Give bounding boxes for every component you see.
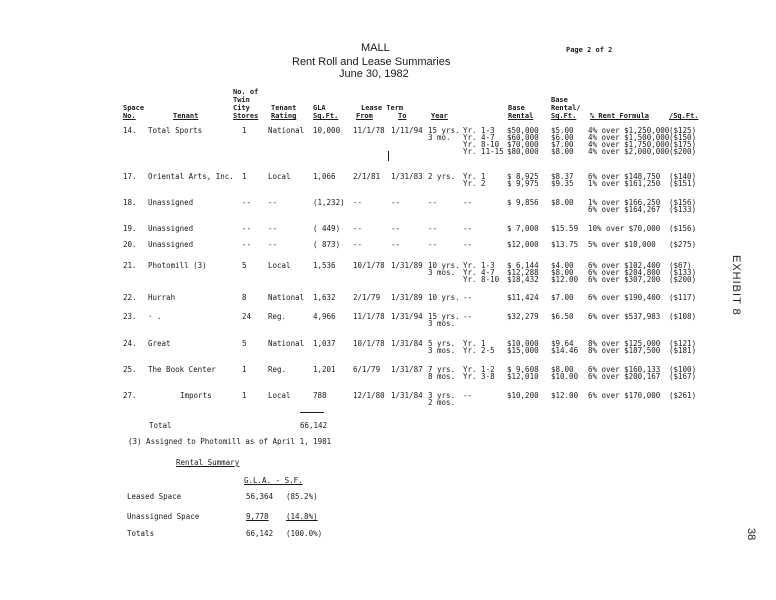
cell-tenant: Unassigned bbox=[148, 224, 194, 233]
col-year: Year bbox=[431, 112, 448, 120]
cell-rating: -- bbox=[268, 240, 278, 249]
cell-term: 10 yrs. 3 mos. bbox=[428, 261, 460, 277]
cell-gla: 788 bbox=[313, 391, 327, 400]
cell-year: -- bbox=[463, 224, 473, 233]
cell-stores: 5 bbox=[242, 339, 247, 348]
cell-rental: $ 9,856 bbox=[507, 198, 539, 207]
summary-label: Leased Space bbox=[127, 492, 182, 501]
cell-space: 20. bbox=[123, 240, 137, 249]
cell-space: 23. bbox=[123, 312, 137, 321]
cell-formula: 6% over $148,750 1% over $161,250 bbox=[588, 172, 661, 188]
cell-formula: 6% over $102,400 6% over $204,800 6% over $307,200 bbox=[588, 261, 661, 284]
cell-stores: 1 bbox=[242, 172, 247, 181]
page-indicator: Page 2 of 2 bbox=[566, 46, 613, 54]
col-rent-formula: % Rent Formula bbox=[590, 112, 650, 120]
summary-sf: 56,364 bbox=[246, 492, 274, 501]
cell-year: Yr. 1 Yr. 2 bbox=[463, 172, 486, 188]
cell-stores: -- bbox=[242, 198, 252, 207]
cell-space: 21. bbox=[123, 261, 137, 270]
cell-rsf: $4.00 $8.00 $12.00 bbox=[551, 261, 579, 284]
total-label: Total bbox=[149, 421, 172, 430]
cell-term: 7 yrs. 8 mos. bbox=[428, 365, 456, 381]
cell-rental: $32,279 bbox=[507, 312, 539, 321]
cell-to: 1/31/84 bbox=[391, 391, 423, 400]
cell-stores: 5 bbox=[242, 261, 247, 270]
cell-formula: 5% over $1̈0,000 bbox=[588, 240, 656, 249]
cell-psf: ($261) bbox=[669, 391, 697, 400]
summary-title: Rental Summary bbox=[176, 458, 240, 467]
cell-rating: Reg. bbox=[268, 312, 287, 321]
cell-to: 1/11/94 bbox=[391, 126, 423, 135]
cell-gla: ( 873) bbox=[313, 240, 341, 249]
cell-year: -- bbox=[463, 391, 473, 400]
col-from: From bbox=[356, 112, 373, 120]
cell-psf: ($156) ($133) bbox=[669, 198, 697, 214]
cell-space: 18. bbox=[123, 198, 137, 207]
cell-tenant: The Book Center bbox=[148, 365, 216, 374]
footnote: (3) Assigned to Photomill as of April 1, 1981 bbox=[128, 437, 332, 446]
cell-to: -- bbox=[391, 224, 401, 233]
cell-psf: ($108) bbox=[669, 312, 697, 321]
cell-rental: $ 6,144 $12,288 $18,432 bbox=[507, 261, 539, 284]
cell-gla: 10,000 bbox=[313, 126, 341, 135]
col-lease-term: Lease Term bbox=[361, 104, 404, 112]
cell-rating: National bbox=[268, 126, 305, 135]
cell-from: 10/1/78 bbox=[353, 339, 385, 348]
col-tenant-rating: Tenant Rating bbox=[271, 104, 297, 120]
cell-to: 1/31/89 bbox=[391, 293, 423, 302]
cell-stores: 8 bbox=[242, 293, 247, 302]
cell-term: 2 yrs. bbox=[428, 172, 456, 181]
cell-rsf: $7.00 bbox=[551, 293, 574, 302]
cell-tenant: Hurrah bbox=[148, 293, 176, 302]
cell-rental: $ 9,608 $12,010 bbox=[507, 365, 539, 381]
col-per-sqft: /Sq.Ft. bbox=[669, 112, 699, 120]
cell-psf: ($121) ($181) bbox=[669, 339, 697, 355]
cell-rsf: $9.64 $14.46 bbox=[551, 339, 579, 355]
cell-rsf: $8.00 $10.00 bbox=[551, 365, 579, 381]
cell-from: -- bbox=[353, 198, 363, 207]
cell-rental: $ 8,925 $ 9,975 bbox=[507, 172, 539, 188]
summary-pct: (85.2%) bbox=[286, 492, 318, 501]
cell-gla: 1,201 bbox=[313, 365, 336, 374]
cell-formula: 6% over $190,400 bbox=[588, 293, 661, 302]
cell-year: -- bbox=[463, 293, 473, 302]
cell-from: 2/1/81 bbox=[353, 172, 381, 181]
cell-year: Yr. 1-3 Yr. 4-7 Yr. 8-10 Yr. 11-15 bbox=[463, 126, 504, 156]
cell-from: 12/1/80 bbox=[353, 391, 385, 400]
document-date: June 30, 1982 bbox=[339, 68, 409, 80]
total-line bbox=[300, 412, 324, 413]
cell-space: 27. bbox=[123, 391, 137, 400]
cell-to: 1/31/84 bbox=[391, 339, 423, 348]
cell-rsf: $8.00 bbox=[551, 198, 574, 207]
cell-gla: 1,632 bbox=[313, 293, 336, 302]
cell-to: -- bbox=[391, 198, 401, 207]
cell-rating: National bbox=[268, 293, 305, 302]
cell-gla: 1,536 bbox=[313, 261, 336, 270]
cell-from: 11/1/78 bbox=[353, 312, 385, 321]
cell-stores: 1 bbox=[242, 391, 247, 400]
cell-term: -- bbox=[428, 224, 438, 233]
cell-gla: 1,066 bbox=[313, 172, 336, 181]
cell-rsf: $13.75 bbox=[551, 240, 579, 249]
cell-rsf: $15.59 bbox=[551, 224, 579, 233]
cell-from: 6/1/79 bbox=[353, 365, 381, 374]
cell-to: 1/31/89 bbox=[391, 261, 423, 270]
cell-term: -- bbox=[428, 198, 438, 207]
cell-to: 1/31/94 bbox=[391, 312, 423, 321]
cell-formula: 6% over $160,133 6% over $200,167 bbox=[588, 365, 661, 381]
total-gla: 66,142 bbox=[300, 421, 328, 430]
cell-stores: -- bbox=[242, 224, 252, 233]
cell-from: -- bbox=[353, 240, 363, 249]
summary-sf: 66,142 bbox=[246, 529, 274, 538]
cell-gla: 1,037 bbox=[313, 339, 336, 348]
cell-psf: ($140) ($151) bbox=[669, 172, 697, 188]
cell-year: -- bbox=[463, 312, 473, 321]
cell-to: 1/31/87 bbox=[391, 365, 423, 374]
cell-rsf: $6.50 bbox=[551, 312, 574, 321]
summary-label: Totals bbox=[127, 529, 155, 538]
cell-rating: -- bbox=[268, 198, 278, 207]
cell-rating: Local bbox=[268, 261, 291, 270]
cell-year: Yr. 1-3 Yr. 4-7 Yr. 8-10 bbox=[463, 261, 500, 284]
cell-term: 5 yrs. 3 mos. bbox=[428, 339, 456, 355]
cell-tenant: Photomill (3) bbox=[148, 261, 207, 270]
cell-stores: -- bbox=[242, 240, 252, 249]
cell-term: 10 yrs. bbox=[428, 293, 460, 302]
cell-stores: 1 bbox=[242, 365, 247, 374]
summary-sf: 9,778 bbox=[246, 512, 269, 521]
cell-term: 3 yrs. 2 mos. bbox=[428, 391, 456, 407]
cell-psf: ($67) ($133) ($200) bbox=[669, 261, 697, 284]
summary-pct: (100.0%) bbox=[286, 529, 323, 538]
cell-space: 25. bbox=[123, 365, 137, 374]
col-twin-city-stores: No. of Twin City Stores bbox=[233, 88, 259, 120]
pen-mark bbox=[388, 151, 389, 161]
cell-rental: $10,200 bbox=[507, 391, 539, 400]
cell-tenant: Total Sports bbox=[148, 126, 203, 135]
cell-from: 2/1/79 bbox=[353, 293, 381, 302]
cell-year: Yr. 1-2 Yr. 3-8 bbox=[463, 365, 495, 381]
cell-to: -- bbox=[391, 240, 401, 249]
cell-space: 17. bbox=[123, 172, 137, 181]
cell-year: Yr. 1 Yr. 2-5 bbox=[463, 339, 495, 355]
page-number: 38 bbox=[745, 528, 757, 541]
col-base-rental-sqft: Base Rental/ Sq.Ft. bbox=[551, 96, 581, 120]
cell-formula: 6% over $170,000 bbox=[588, 391, 661, 400]
cell-formula: 6% over $537,983 bbox=[588, 312, 661, 321]
cell-from: 10/1/78 bbox=[353, 261, 385, 270]
summary-pct: (14.8%) bbox=[286, 512, 318, 521]
exhibit-label: EXHIBIT 8 bbox=[730, 255, 742, 316]
document-title: MALL bbox=[361, 42, 390, 54]
col-base-rental: Base Rental bbox=[508, 104, 534, 120]
col-gla: GLA Sq.Ft. bbox=[313, 104, 339, 120]
cell-gla: 4,966 bbox=[313, 312, 336, 321]
cell-space: 19. bbox=[123, 224, 137, 233]
col-to: To bbox=[398, 112, 407, 120]
cell-formula: 10% over $70,000 bbox=[588, 224, 661, 233]
cell-from: -- bbox=[353, 224, 363, 233]
cell-space: 14. bbox=[123, 126, 137, 135]
cell-rating: Reg. bbox=[268, 365, 287, 374]
cell-to: 1/31/83 bbox=[391, 172, 423, 181]
cell-rating: National bbox=[268, 339, 305, 348]
cell-term: 15 yrs. 3 mo. bbox=[428, 126, 460, 142]
cell-psf: ($125) ($150) ($175) ($200) bbox=[669, 126, 697, 156]
summary-label: Unassigned Space bbox=[127, 512, 200, 521]
cell-tenant: Unassigned bbox=[148, 240, 194, 249]
col-space-no: Space No. bbox=[123, 104, 145, 120]
cell-space: 22. bbox=[123, 293, 137, 302]
cell-year: -- bbox=[463, 240, 473, 249]
cell-rating: Local bbox=[268, 172, 291, 181]
cell-tenant: Unassigned bbox=[148, 198, 194, 207]
cell-tenant: Oriental Arts, Inc. bbox=[148, 172, 234, 181]
cell-space: 24. bbox=[123, 339, 137, 348]
cell-tenant: Great bbox=[148, 339, 171, 348]
cell-rsf: $5.00 $6.00 $7.00 $8.00 bbox=[551, 126, 574, 156]
cell-stores: 1 bbox=[242, 126, 247, 135]
col-tenant: Tenant bbox=[173, 112, 199, 120]
cell-rsf: $8.37 $9.35 bbox=[551, 172, 574, 188]
cell-tenant: Imports bbox=[180, 391, 212, 400]
cell-tenant: · . bbox=[148, 312, 162, 321]
cell-year: -- bbox=[463, 198, 473, 207]
cell-gla: ( 449) bbox=[313, 224, 341, 233]
cell-formula: 8% over $125,000 8% over $187,500 bbox=[588, 339, 661, 355]
cell-rating: Local bbox=[268, 391, 291, 400]
cell-gla: (1,232) bbox=[313, 198, 345, 207]
cell-psf: ($275) bbox=[669, 240, 697, 249]
cell-from: 11/1/78 bbox=[353, 126, 385, 135]
cell-formula: 4% over $1,250,000 4% over $1,500,000 4% over $1,750,000 4% over $2,000,000 bbox=[588, 126, 670, 156]
cell-rental: $11,424 bbox=[507, 293, 539, 302]
cell-term: -- bbox=[428, 240, 438, 249]
cell-rental: $12,000 bbox=[507, 240, 539, 249]
document-subtitle: Rent Roll and Lease Summaries bbox=[292, 56, 451, 68]
cell-rsf: $12.00 bbox=[551, 391, 579, 400]
cell-stores: 24 bbox=[242, 312, 252, 321]
cell-psf: ($117) bbox=[669, 293, 697, 302]
cell-formula: 1% over $166,250 6% over $164,267 bbox=[588, 198, 661, 214]
summary-col-header: G.L.A. - S.F. bbox=[244, 476, 303, 485]
cell-psf: ($100) ($167) bbox=[669, 365, 697, 381]
cell-rating: -- bbox=[268, 224, 278, 233]
cell-rental: $10,000 $15,000 bbox=[507, 339, 539, 355]
cell-rental: $50,000 $60,000 $70,000 $80,000 bbox=[507, 126, 539, 156]
cell-psf: ($156) bbox=[669, 224, 697, 233]
cell-rental: $ 7,000 bbox=[507, 224, 539, 233]
cell-term: 15 yrs. 3 mos. bbox=[428, 312, 460, 328]
